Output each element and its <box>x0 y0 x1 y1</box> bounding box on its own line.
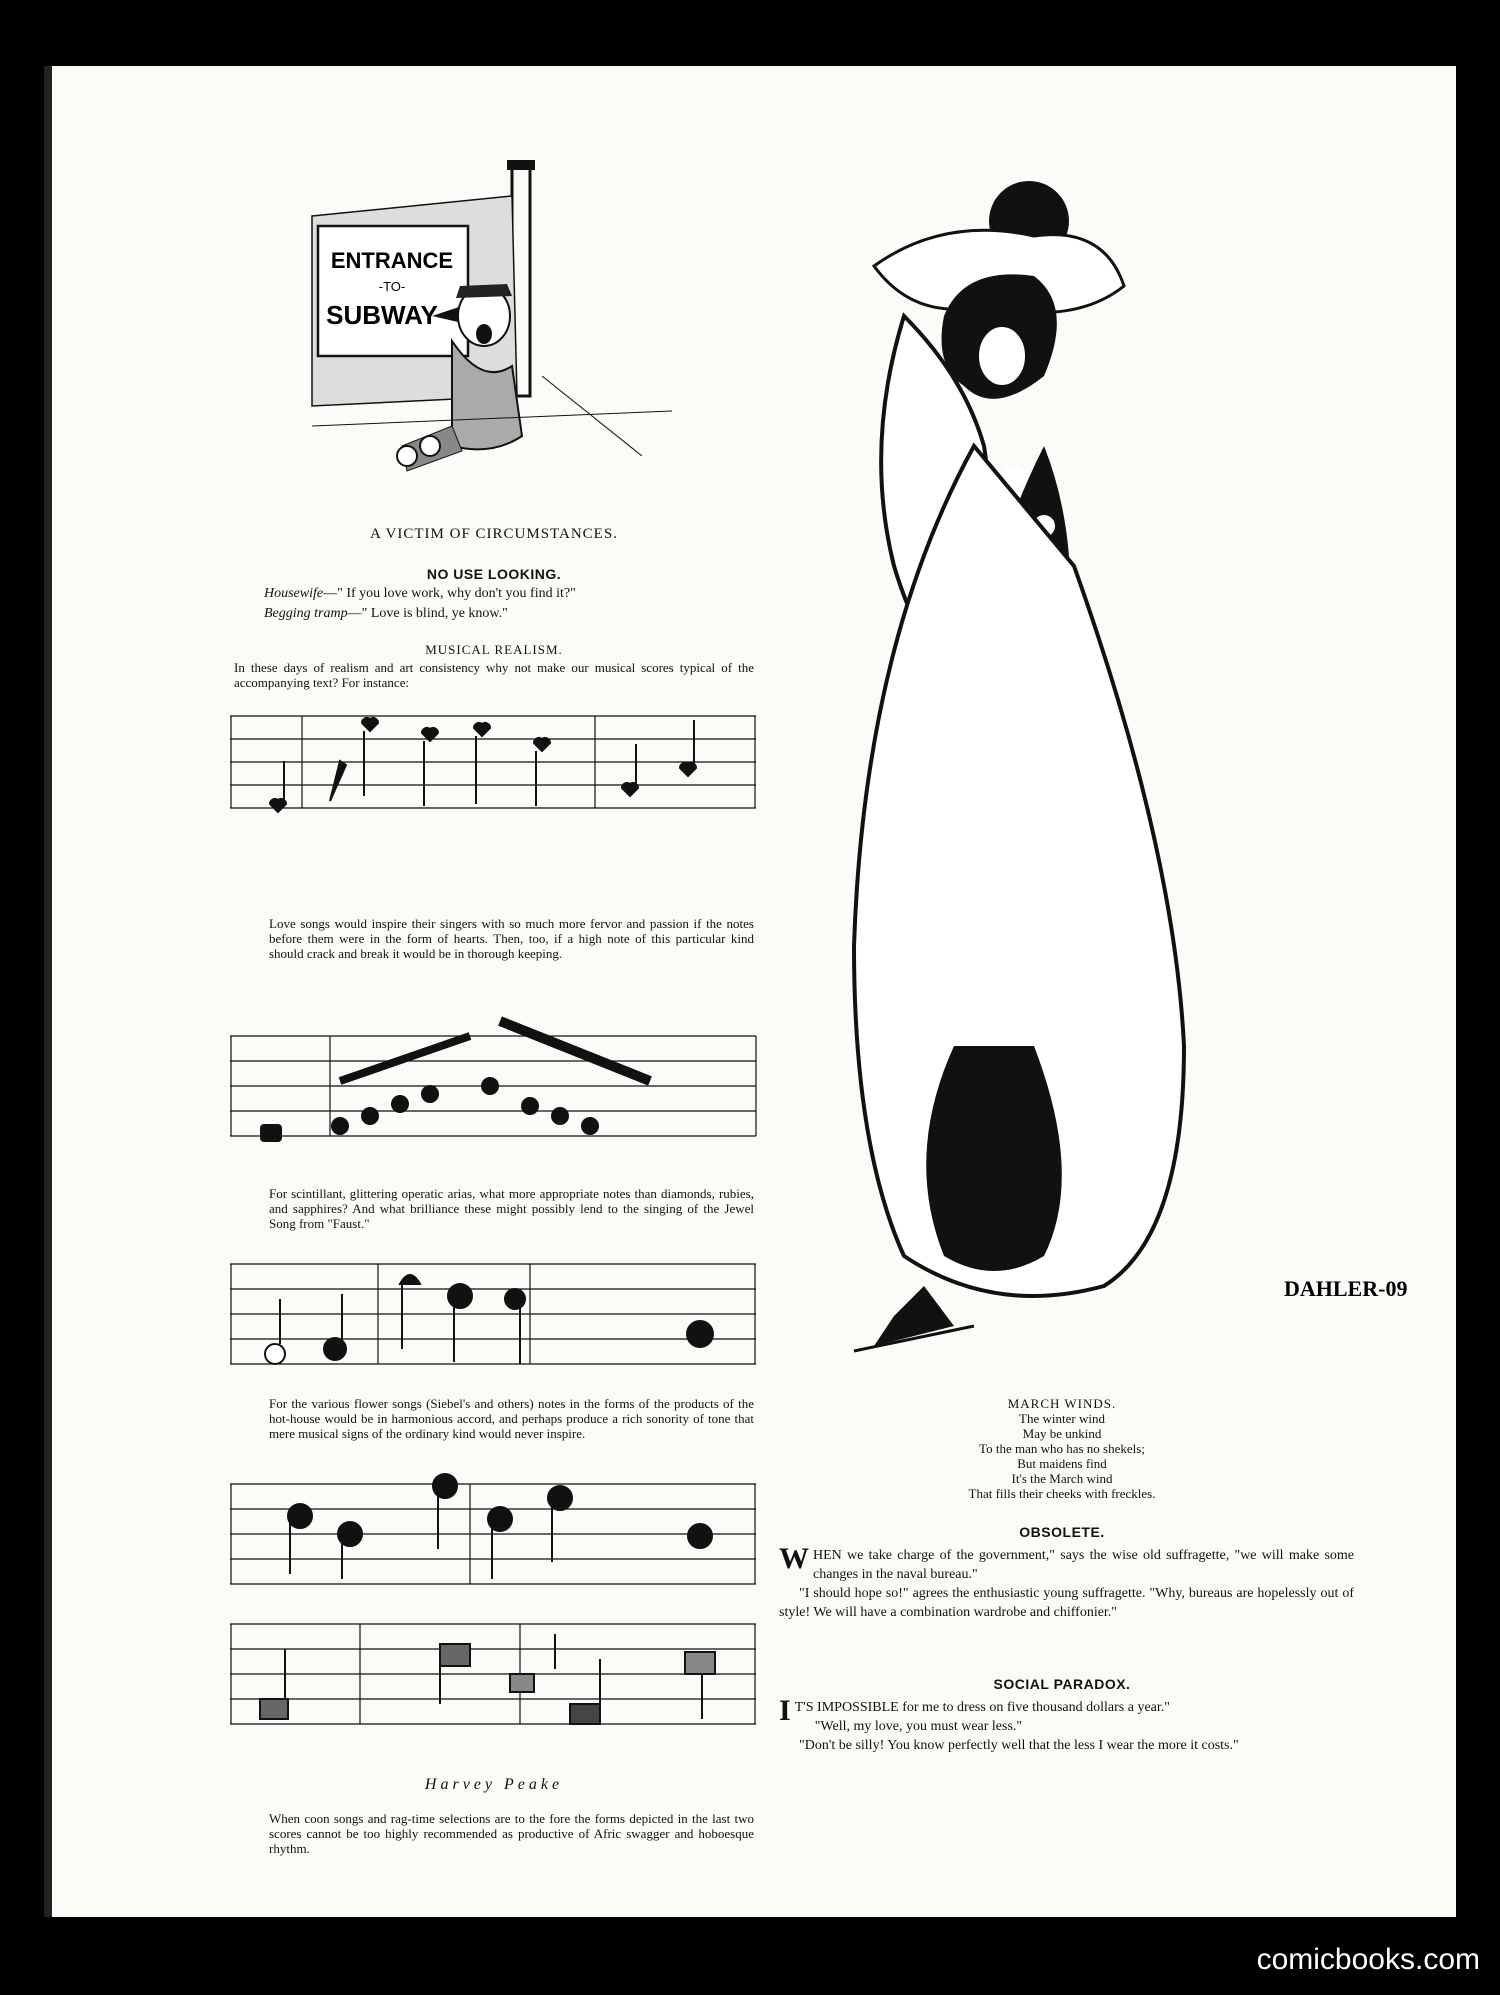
march-winds-illustration <box>744 146 1408 1396</box>
tramp-text: —" Love is blind, ye know." <box>347 606 508 621</box>
obsolete-heading: OBSOLETE. <box>1019 1524 1105 1540</box>
dahler-signature: DAHLER-09 <box>1284 1276 1408 1301</box>
tramp-line <box>264 604 744 624</box>
obsolete-para-2: "I should hope so!" agrees the enthusiastic young suffragette. "Why, bureaus are hopelessly out of style! We will have a combination wardrobe and chiffonier." <box>779 1586 1354 1620</box>
page-gutter <box>44 66 52 1917</box>
social-paradox-body <box>779 1694 1354 1755</box>
housewife-text: —" If you love work, why don't you find it?" <box>323 586 576 601</box>
no-use-looking-dialogue <box>264 584 744 624</box>
ragtime-notes-scores <box>230 1474 756 1734</box>
sign-line-2: -TO- <box>378 279 406 294</box>
coon-text: When coon songs and rag-time selections are to the fore the forms depicted in the last two scores cannot be too highly recommended as productive of Afric swagger and hoboesque rhythm. <box>269 1811 754 1856</box>
obsolete-body <box>779 1542 1354 1622</box>
poem-line-3: To the man who has no shekels; <box>979 1441 1145 1456</box>
magazine-page <box>44 66 1456 1917</box>
poem-line-4: But maidens find <box>1017 1456 1107 1471</box>
march-winds-poem <box>912 1396 1212 1501</box>
subway-cartoon <box>312 156 672 476</box>
musical-realism-heading: MUSICAL REALISM. <box>425 642 563 657</box>
march-winds-title: MARCH WINDS. <box>1007 1396 1117 1411</box>
poem-line-6: That fills their cheeks with freckles. <box>968 1486 1156 1501</box>
housewife-line <box>264 584 744 604</box>
social-paradox-drop-letter: I <box>779 1694 791 1727</box>
poem-line-1: The winter wind <box>1019 1411 1105 1426</box>
obsolete-drop-letter: W <box>779 1542 809 1575</box>
watermark: comicbooks.com <box>1256 1943 1480 1976</box>
obsolete-para-1: HEN we take charge of the government," says the wise old suffragette, "we will make some changes in the naval bureau." <box>813 1548 1354 1582</box>
social-paradox-heading: SOCIAL PARADOX. <box>993 1676 1131 1692</box>
flower-notes-score <box>230 1254 756 1374</box>
poem-line-2: May be unkind <box>1022 1426 1102 1441</box>
tramp-speaker: Begging tramp <box>264 606 348 621</box>
poem-line-5: It's the March wind <box>1011 1471 1113 1486</box>
social-paradox-para-1: T'S IMPOSSIBLE for me to dress on five thousand dollars a year." <box>794 1700 1170 1715</box>
sign-line-1: ENTRANCE <box>330 248 454 273</box>
musical-realism-intro: In these days of realism and art consistency why not make our musical scores typical of the accompanying text? For instance: <box>234 660 754 690</box>
flower-text: For the various flower songs (Siebel's and others) notes in the forms of the products of the hot-house would be in harmonious accord, and perhaps produce a rich sonority of tone that mere musical signs of the ordinary kind would never inspire. <box>269 1396 754 1441</box>
social-paradox-para-3: "Don't be silly! You know perfectly well that the less I wear the more it costs." <box>799 1738 1239 1753</box>
jewel-notes-score <box>230 1006 756 1166</box>
love-songs-text: Love songs would inspire their singers with so much more fervor and passion if the notes before them were in the form of hearts. Then, too, if a high note of this particular kind should crack and break it would be in thorough keeping. <box>269 916 754 961</box>
cartoon-caption: A VICTIM OF CIRCUMSTANCES. <box>370 526 618 542</box>
no-use-looking-heading: NO USE LOOKING. <box>426 566 562 582</box>
musical-realism-signature: Harvey Peake <box>424 1776 564 1793</box>
jewel-text: For scintillant, glittering operatic arias, what more appropriate notes than diamonds, rubies, and sapphires? And what brilliance these might possibly lend to the singing of the Jewel Song from "Faust." <box>269 1186 754 1231</box>
sign-line-3: SUBWAY <box>326 300 438 330</box>
housewife-speaker: Housewife <box>264 586 324 601</box>
heart-notes-score <box>230 706 756 816</box>
social-paradox-para-2: "Well, my love, you must wear less." <box>814 1719 1023 1734</box>
